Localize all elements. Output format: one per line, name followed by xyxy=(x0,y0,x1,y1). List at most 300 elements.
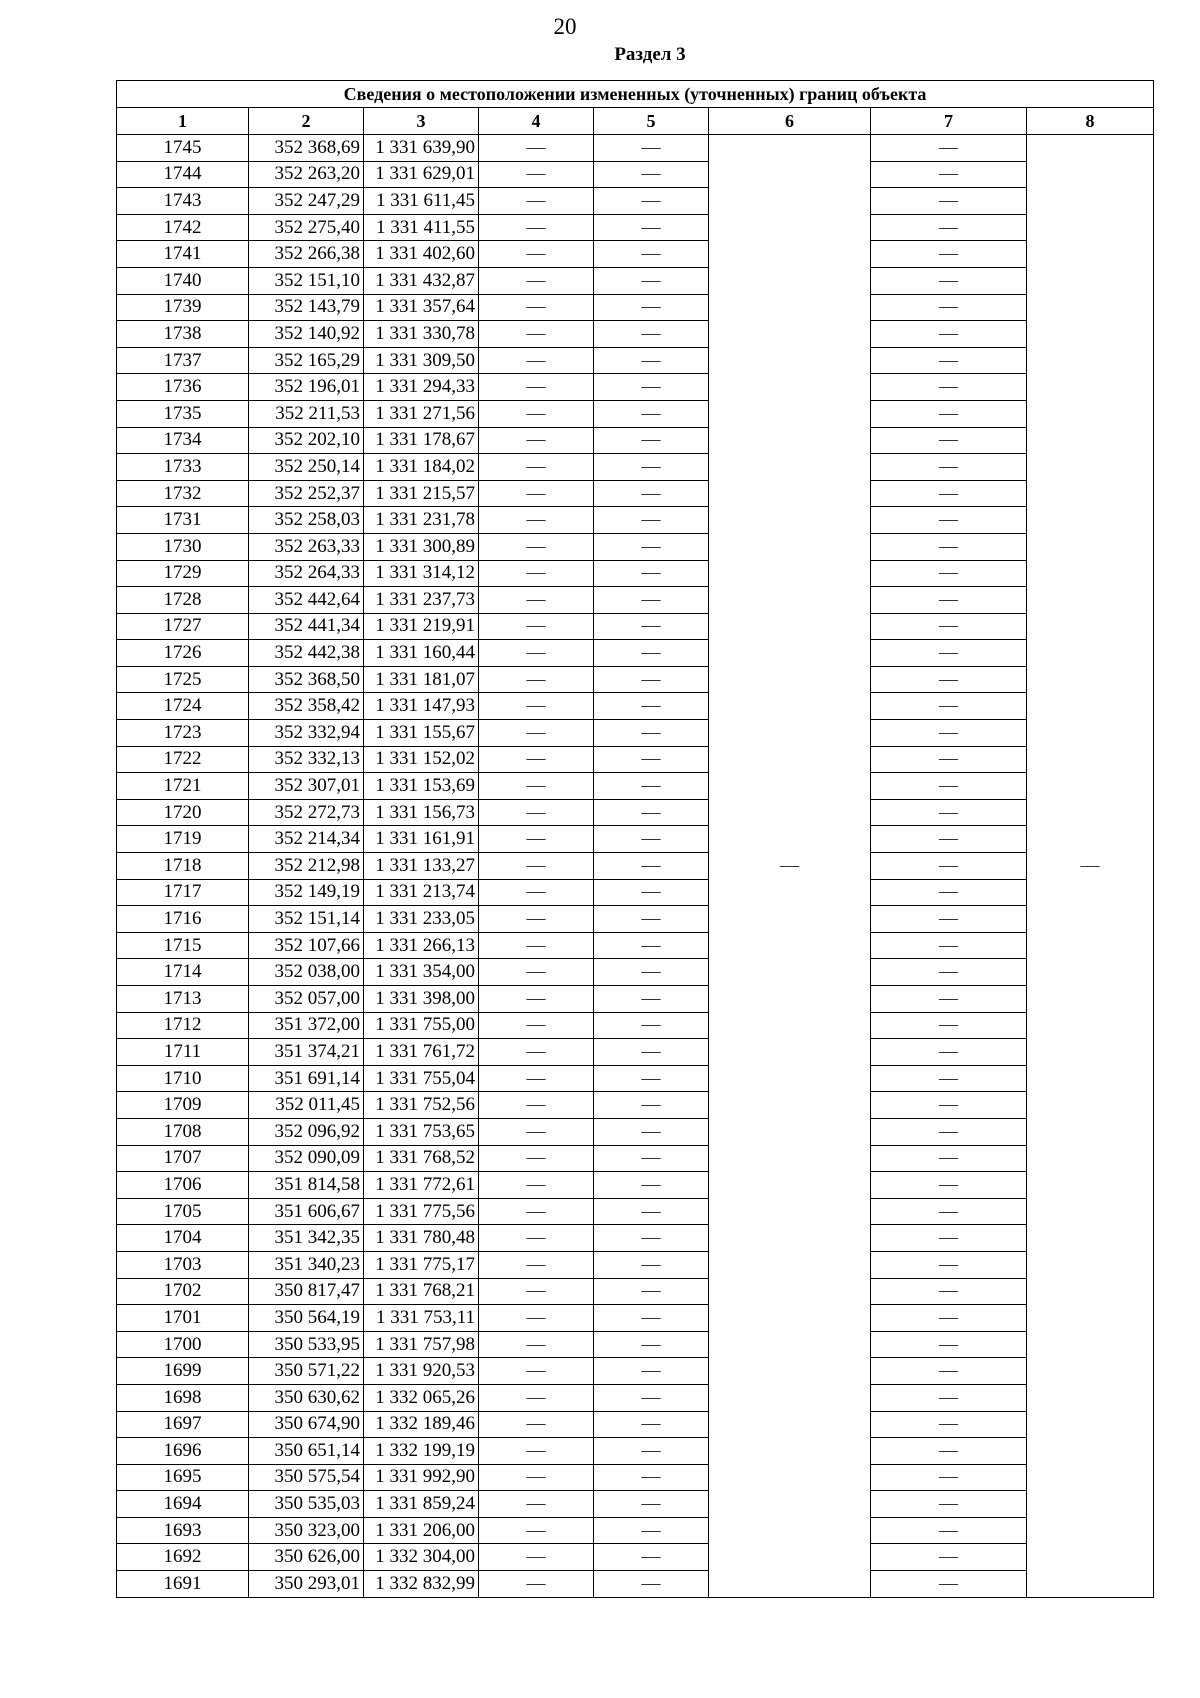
column-7-cell: — xyxy=(871,666,1027,693)
coordinate-x-cell: 352 090,09 xyxy=(249,1145,364,1172)
coordinate-x-cell: 350 626,00 xyxy=(249,1544,364,1571)
point-number-cell: 1703 xyxy=(117,1251,249,1278)
coordinate-x-cell: 350 293,01 xyxy=(249,1571,364,1598)
table-row xyxy=(117,986,1154,1013)
point-number-cell: 1698 xyxy=(117,1384,249,1411)
coordinate-x-cell: 352 258,03 xyxy=(249,507,364,534)
column-4-cell: — xyxy=(479,1411,594,1438)
column-4-cell: — xyxy=(479,720,594,747)
coordinate-x-cell: 352 202,10 xyxy=(249,427,364,454)
column-5-cell: — xyxy=(594,294,709,321)
point-number-cell: 1732 xyxy=(117,480,249,507)
point-number-cell: 1700 xyxy=(117,1331,249,1358)
column-4-cell: — xyxy=(479,773,594,800)
coordinate-x-cell: 352 272,73 xyxy=(249,799,364,826)
column-7-cell: — xyxy=(871,986,1027,1013)
column-5-cell: — xyxy=(594,1225,709,1252)
column-5-cell: — xyxy=(594,533,709,560)
column-4-cell: — xyxy=(479,188,594,215)
column-header: 4 xyxy=(479,108,594,135)
table-row xyxy=(117,1411,1154,1438)
column-7-cell: — xyxy=(871,267,1027,294)
column-7-cell: — xyxy=(871,533,1027,560)
column-4-cell: — xyxy=(479,507,594,534)
table-row xyxy=(117,932,1154,959)
coordinate-x-cell: 352 307,01 xyxy=(249,773,364,800)
column-4-cell: — xyxy=(479,1571,594,1598)
column-5-cell: — xyxy=(594,507,709,534)
column-4-cell: — xyxy=(479,693,594,720)
column-5-cell: — xyxy=(594,267,709,294)
table-row xyxy=(117,746,1154,773)
column-7-cell: — xyxy=(871,454,1027,481)
coordinate-x-cell: 350 564,19 xyxy=(249,1305,364,1332)
section-title: Раздел 3 xyxy=(614,44,686,65)
coordinate-y-cell: 1 332 189,46 xyxy=(364,1411,479,1438)
column-4-cell: — xyxy=(479,1358,594,1385)
coordinate-x-cell: 350 571,22 xyxy=(249,1358,364,1385)
table-row xyxy=(117,214,1154,241)
point-number-cell: 1691 xyxy=(117,1571,249,1598)
column-5-cell: — xyxy=(594,161,709,188)
point-number-cell: 1733 xyxy=(117,454,249,481)
column-4-cell: — xyxy=(479,135,594,162)
coordinate-x-cell: 352 368,69 xyxy=(249,135,364,162)
point-number-cell: 1724 xyxy=(117,693,249,720)
coordinate-x-cell: 352 263,20 xyxy=(249,161,364,188)
column-5-cell: — xyxy=(594,1012,709,1039)
point-number-cell: 1705 xyxy=(117,1198,249,1225)
point-number-cell: 1727 xyxy=(117,613,249,640)
column-7-cell: — xyxy=(871,693,1027,720)
column-4-cell: — xyxy=(479,1464,594,1491)
coordinate-y-cell: 1 331 266,13 xyxy=(364,932,479,959)
table-row xyxy=(117,1571,1154,1598)
column-5-cell: — xyxy=(594,932,709,959)
column-4-cell: — xyxy=(479,480,594,507)
coordinate-y-cell: 1 332 199,19 xyxy=(364,1438,479,1465)
column-7-cell: — xyxy=(871,214,1027,241)
coordinate-y-cell: 1 331 237,73 xyxy=(364,587,479,614)
point-number-cell: 1694 xyxy=(117,1491,249,1518)
column-7-cell: — xyxy=(871,1411,1027,1438)
table-row xyxy=(117,1145,1154,1172)
table-row xyxy=(117,1358,1154,1385)
column-7-cell: — xyxy=(871,826,1027,853)
point-number-cell: 1718 xyxy=(117,853,249,880)
coordinate-y-cell: 1 331 775,17 xyxy=(364,1251,479,1278)
coordinate-x-cell: 352 140,92 xyxy=(249,321,364,348)
column-header: 3 xyxy=(364,108,479,135)
coordinate-y-cell: 1 331 639,90 xyxy=(364,135,479,162)
coordinate-y-cell: 1 331 859,24 xyxy=(364,1491,479,1518)
table-caption-row xyxy=(117,81,1154,108)
column-5-cell: — xyxy=(594,587,709,614)
coordinate-y-cell: 1 331 314,12 xyxy=(364,560,479,587)
table-row xyxy=(117,427,1154,454)
coordinate-x-cell: 352 165,29 xyxy=(249,347,364,374)
point-number-cell: 1736 xyxy=(117,374,249,401)
column-7-cell: — xyxy=(871,1358,1027,1385)
coordinate-x-cell: 352 149,19 xyxy=(249,879,364,906)
point-number-cell: 1737 xyxy=(117,347,249,374)
coordinate-y-cell: 1 331 611,45 xyxy=(364,188,479,215)
column-4-cell: — xyxy=(479,560,594,587)
column-5-cell: — xyxy=(594,1464,709,1491)
column-7-cell: — xyxy=(871,1571,1027,1598)
table-row xyxy=(117,241,1154,268)
coordinate-x-cell: 352 264,33 xyxy=(249,560,364,587)
column-7-cell: — xyxy=(871,1305,1027,1332)
column-7-cell: — xyxy=(871,427,1027,454)
column-7-cell: — xyxy=(871,1039,1027,1066)
column-4-cell: — xyxy=(479,1145,594,1172)
column-7-cell: — xyxy=(871,720,1027,747)
column-5-cell: — xyxy=(594,1358,709,1385)
page-number: 20 xyxy=(553,14,577,39)
column-7-cell: — xyxy=(871,773,1027,800)
column-5-cell: — xyxy=(594,321,709,348)
table-row xyxy=(117,773,1154,800)
coordinate-y-cell: 1 331 215,57 xyxy=(364,480,479,507)
column-7-cell: — xyxy=(871,321,1027,348)
table-row xyxy=(117,1517,1154,1544)
coordinate-x-cell: 352 250,14 xyxy=(249,454,364,481)
point-number-cell: 1709 xyxy=(117,1092,249,1119)
coordinate-y-cell: 1 331 755,00 xyxy=(364,1012,479,1039)
coordinate-y-cell: 1 331 755,04 xyxy=(364,1065,479,1092)
coordinate-x-cell: 352 214,34 xyxy=(249,826,364,853)
column-4-cell: — xyxy=(479,1172,594,1199)
coordinate-x-cell: 352 247,29 xyxy=(249,188,364,215)
column-7-cell: — xyxy=(871,400,1027,427)
column-5-cell: — xyxy=(594,1491,709,1518)
table-row xyxy=(117,693,1154,720)
table-row xyxy=(117,1092,1154,1119)
table-row xyxy=(117,1331,1154,1358)
column-5-cell: — xyxy=(594,853,709,880)
coordinate-y-cell: 1 331 219,91 xyxy=(364,613,479,640)
column-5-cell: — xyxy=(594,214,709,241)
column-5-cell: — xyxy=(594,560,709,587)
coordinate-x-cell: 352 011,45 xyxy=(249,1092,364,1119)
column-header: 8 xyxy=(1027,108,1154,135)
coordinate-y-cell: 1 331 992,90 xyxy=(364,1464,479,1491)
coordinate-x-cell: 352 107,66 xyxy=(249,932,364,959)
point-number-cell: 1695 xyxy=(117,1464,249,1491)
point-number-cell: 1699 xyxy=(117,1358,249,1385)
table-caption: Сведения о местоположении измененных (уточненных) границ объекта xyxy=(117,81,1154,108)
table-row xyxy=(117,1198,1154,1225)
coordinate-y-cell: 1 331 178,67 xyxy=(364,427,479,454)
column-7-cell: — xyxy=(871,1384,1027,1411)
column-4-cell: — xyxy=(479,161,594,188)
column-4-cell: — xyxy=(479,799,594,826)
column-4-cell: — xyxy=(479,1092,594,1119)
column-5-cell: — xyxy=(594,640,709,667)
point-number-cell: 1696 xyxy=(117,1438,249,1465)
column-4-cell: — xyxy=(479,1305,594,1332)
column-5-cell: — xyxy=(594,1438,709,1465)
column-4-cell: — xyxy=(479,1544,594,1571)
table-row xyxy=(117,720,1154,747)
column-7-cell: — xyxy=(871,853,1027,880)
coordinate-x-cell: 352 442,64 xyxy=(249,587,364,614)
column-header: 5 xyxy=(594,108,709,135)
coordinate-y-cell: 1 331 309,50 xyxy=(364,347,479,374)
column-4-cell: — xyxy=(479,1065,594,1092)
column-7-cell: — xyxy=(871,374,1027,401)
column-7-cell: — xyxy=(871,188,1027,215)
column-5-cell: — xyxy=(594,799,709,826)
column-7-cell: — xyxy=(871,1517,1027,1544)
column-4-cell: — xyxy=(479,1198,594,1225)
column-4-cell: — xyxy=(479,879,594,906)
table-row xyxy=(117,959,1154,986)
table-row xyxy=(117,1464,1154,1491)
coordinate-y-cell: 1 331 161,91 xyxy=(364,826,479,853)
column-8-merged-cell: — xyxy=(1027,135,1154,1598)
coordinate-y-cell: 1 331 357,64 xyxy=(364,294,479,321)
column-5-cell: — xyxy=(594,906,709,933)
table-row xyxy=(117,533,1154,560)
column-7-cell: — xyxy=(871,1065,1027,1092)
table-row xyxy=(117,879,1154,906)
point-number-cell: 1702 xyxy=(117,1278,249,1305)
point-number-cell: 1744 xyxy=(117,161,249,188)
coordinate-x-cell: 352 212,98 xyxy=(249,853,364,880)
coordinate-x-cell: 352 332,13 xyxy=(249,746,364,773)
table-row xyxy=(117,188,1154,215)
table-row xyxy=(117,1012,1154,1039)
point-number-cell: 1741 xyxy=(117,241,249,268)
column-5-cell: — xyxy=(594,1145,709,1172)
coordinate-x-cell: 352 275,40 xyxy=(249,214,364,241)
column-5-cell: — xyxy=(594,826,709,853)
coordinate-y-cell: 1 331 753,11 xyxy=(364,1305,479,1332)
column-7-cell: — xyxy=(871,932,1027,959)
column-6-merged-cell: — xyxy=(709,135,871,1598)
column-7-cell: — xyxy=(871,1438,1027,1465)
column-5-cell: — xyxy=(594,1571,709,1598)
column-7-cell: — xyxy=(871,507,1027,534)
point-number-cell: 1710 xyxy=(117,1065,249,1092)
column-4-cell: — xyxy=(479,587,594,614)
point-number-cell: 1721 xyxy=(117,773,249,800)
column-5-cell: — xyxy=(594,1251,709,1278)
table-row xyxy=(117,1172,1154,1199)
coordinate-x-cell: 352 358,42 xyxy=(249,693,364,720)
coordinate-y-cell: 1 331 156,73 xyxy=(364,799,479,826)
column-header: 6 xyxy=(709,108,871,135)
column-4-cell: — xyxy=(479,241,594,268)
coordinate-x-cell: 350 575,54 xyxy=(249,1464,364,1491)
coordinate-x-cell: 350 817,47 xyxy=(249,1278,364,1305)
column-5-cell: — xyxy=(594,1544,709,1571)
table-row xyxy=(117,799,1154,826)
column-7-cell: — xyxy=(871,241,1027,268)
column-4-cell: — xyxy=(479,932,594,959)
column-4-cell: — xyxy=(479,853,594,880)
column-5-cell: — xyxy=(594,400,709,427)
table-row xyxy=(117,454,1154,481)
column-5-cell: — xyxy=(594,1039,709,1066)
coordinate-x-cell: 352 332,94 xyxy=(249,720,364,747)
table-row xyxy=(117,1544,1154,1571)
column-5-cell: — xyxy=(594,188,709,215)
coordinate-x-cell: 350 323,00 xyxy=(249,1517,364,1544)
point-number-cell: 1726 xyxy=(117,640,249,667)
coordinate-y-cell: 1 331 147,93 xyxy=(364,693,479,720)
table-row xyxy=(117,374,1154,401)
boundary-coordinates-table xyxy=(116,80,1154,1598)
column-4-cell: — xyxy=(479,959,594,986)
coordinate-x-cell: 350 533,95 xyxy=(249,1331,364,1358)
column-5-cell: — xyxy=(594,693,709,720)
column-4-cell: — xyxy=(479,1517,594,1544)
coordinate-x-cell: 352 096,92 xyxy=(249,1118,364,1145)
column-5-cell: — xyxy=(594,241,709,268)
coordinate-x-cell: 352 151,14 xyxy=(249,906,364,933)
coordinate-x-cell: 352 442,38 xyxy=(249,640,364,667)
column-4-cell: — xyxy=(479,746,594,773)
coordinate-y-cell: 1 331 398,00 xyxy=(364,986,479,1013)
column-4-cell: — xyxy=(479,1384,594,1411)
coordinate-x-cell: 350 535,03 xyxy=(249,1491,364,1518)
point-number-cell: 1697 xyxy=(117,1411,249,1438)
column-4-cell: — xyxy=(479,906,594,933)
point-number-cell: 1714 xyxy=(117,959,249,986)
coordinate-y-cell: 1 331 768,21 xyxy=(364,1278,479,1305)
column-7-cell: — xyxy=(871,906,1027,933)
table-row xyxy=(117,1118,1154,1145)
point-number-cell: 1739 xyxy=(117,294,249,321)
coordinate-y-cell: 1 331 181,07 xyxy=(364,666,479,693)
column-7-cell: — xyxy=(871,587,1027,614)
coordinate-x-cell: 352 252,37 xyxy=(249,480,364,507)
column-4-cell: — xyxy=(479,1491,594,1518)
column-5-cell: — xyxy=(594,1305,709,1332)
point-number-cell: 1730 xyxy=(117,533,249,560)
table-row xyxy=(117,1305,1154,1332)
coordinate-y-cell: 1 331 402,60 xyxy=(364,241,479,268)
coordinate-y-cell: 1 331 753,65 xyxy=(364,1118,479,1145)
column-7-cell: — xyxy=(871,480,1027,507)
column-header: 7 xyxy=(871,108,1027,135)
coordinate-y-cell: 1 331 213,74 xyxy=(364,879,479,906)
column-5-cell: — xyxy=(594,347,709,374)
column-7-cell: — xyxy=(871,1331,1027,1358)
column-4-cell: — xyxy=(479,533,594,560)
coordinate-x-cell: 352 263,33 xyxy=(249,533,364,560)
column-5-cell: — xyxy=(594,1411,709,1438)
column-5-cell: — xyxy=(594,1384,709,1411)
point-number-cell: 1693 xyxy=(117,1517,249,1544)
table-row xyxy=(117,613,1154,640)
table-row xyxy=(117,1491,1154,1518)
column-7-cell: — xyxy=(871,1012,1027,1039)
column-7-cell: — xyxy=(871,1172,1027,1199)
coordinate-y-cell: 1 332 832,99 xyxy=(364,1571,479,1598)
column-5-cell: — xyxy=(594,613,709,640)
column-4-cell: — xyxy=(479,640,594,667)
coordinate-y-cell: 1 331 300,89 xyxy=(364,533,479,560)
point-number-cell: 1708 xyxy=(117,1118,249,1145)
coordinate-x-cell: 351 606,67 xyxy=(249,1198,364,1225)
coordinate-y-cell: 1 331 153,69 xyxy=(364,773,479,800)
column-4-cell: — xyxy=(479,1225,594,1252)
column-4-cell: — xyxy=(479,321,594,348)
table-row xyxy=(117,1039,1154,1066)
column-7-cell: — xyxy=(871,1464,1027,1491)
column-7-cell: — xyxy=(871,1145,1027,1172)
point-number-cell: 1707 xyxy=(117,1145,249,1172)
column-5-cell: — xyxy=(594,135,709,162)
column-7-cell: — xyxy=(871,613,1027,640)
point-number-cell: 1720 xyxy=(117,799,249,826)
coordinate-x-cell: 352 196,01 xyxy=(249,374,364,401)
column-7-cell: — xyxy=(871,135,1027,162)
table-row xyxy=(117,587,1154,614)
coordinate-x-cell: 352 057,00 xyxy=(249,986,364,1013)
coordinate-x-cell: 351 372,00 xyxy=(249,1012,364,1039)
coordinate-y-cell: 1 331 920,53 xyxy=(364,1358,479,1385)
point-number-cell: 1742 xyxy=(117,214,249,241)
coordinate-x-cell: 351 814,58 xyxy=(249,1172,364,1199)
column-7-cell: — xyxy=(871,1544,1027,1571)
column-7-cell: — xyxy=(871,161,1027,188)
column-7-cell: — xyxy=(871,560,1027,587)
column-5-cell: — xyxy=(594,1065,709,1092)
column-number-row xyxy=(117,108,1154,135)
column-7-cell: — xyxy=(871,1491,1027,1518)
column-5-cell: — xyxy=(594,1517,709,1544)
column-4-cell: — xyxy=(479,347,594,374)
table-row xyxy=(117,1278,1154,1305)
table-row xyxy=(117,507,1154,534)
table-row xyxy=(117,560,1154,587)
coordinate-x-cell: 352 441,34 xyxy=(249,613,364,640)
point-number-cell: 1731 xyxy=(117,507,249,534)
coordinate-x-cell: 352 368,50 xyxy=(249,666,364,693)
column-4-cell: — xyxy=(479,1438,594,1465)
column-7-cell: — xyxy=(871,294,1027,321)
column-7-cell: — xyxy=(871,347,1027,374)
coordinate-x-cell: 352 151,10 xyxy=(249,267,364,294)
column-5-cell: — xyxy=(594,374,709,401)
column-7-cell: — xyxy=(871,1225,1027,1252)
coordinate-y-cell: 1 331 206,00 xyxy=(364,1517,479,1544)
column-7-cell: — xyxy=(871,1198,1027,1225)
coordinate-y-cell: 1 331 780,48 xyxy=(364,1225,479,1252)
coordinate-y-cell: 1 331 155,67 xyxy=(364,720,479,747)
coordinate-x-cell: 351 340,23 xyxy=(249,1251,364,1278)
column-5-cell: — xyxy=(594,454,709,481)
point-number-cell: 1719 xyxy=(117,826,249,853)
point-number-cell: 1743 xyxy=(117,188,249,215)
column-5-cell: — xyxy=(594,773,709,800)
column-5-cell: — xyxy=(594,1092,709,1119)
table-row xyxy=(117,1384,1154,1411)
column-7-cell: — xyxy=(871,1118,1027,1145)
coordinate-y-cell: 1 331 411,55 xyxy=(364,214,479,241)
column-5-cell: — xyxy=(594,666,709,693)
column-5-cell: — xyxy=(594,1331,709,1358)
point-number-cell: 1740 xyxy=(117,267,249,294)
table-row xyxy=(117,1225,1154,1252)
point-number-cell: 1712 xyxy=(117,1012,249,1039)
point-number-cell: 1715 xyxy=(117,932,249,959)
